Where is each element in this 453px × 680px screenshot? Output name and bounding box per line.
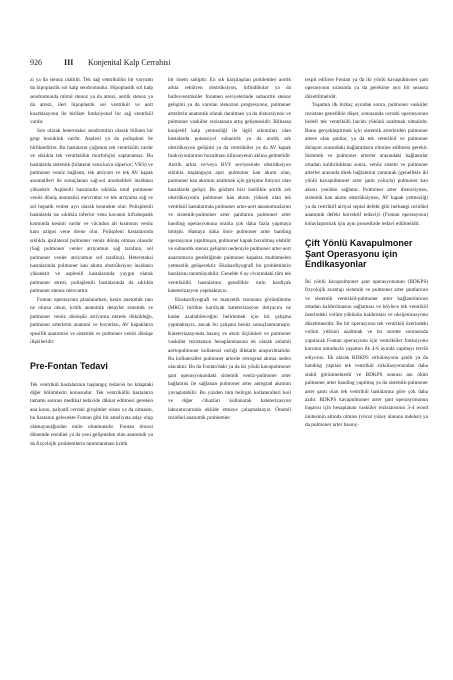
paragraph: tespit edilirse Fontan ya da iki yönlü kavapulmoner şant operasyonu sırasında ya da gerekirse ayrı bir seansta düzeltilmelidir. bbox=[305, 77, 428, 100]
paragraph: zi ya da stenoz olabilir. Tek sağ ventrikülün bir varyantı da hipoplastik sol kalp sendromudur. Hipoplastik sol kalp sendromunda mitral stenoz ya da atrezi, aortik stenoz ya da atrezi, ileri hipoplastik sol ventrikül ve aort koarktasyonu ile birlikte fonksiyonel bir sağ ventrikül vardır. bbox=[30, 77, 153, 126]
text-column-left bbox=[30, 76, 153, 448]
page-header bbox=[30, 58, 430, 70]
section-heading-indications: Çift Yönlü Kavapulmoner Şant Operasyonu için Endikasyonlar bbox=[305, 238, 413, 270]
paragraph: Ekokardiyografi ve manyetik rezonans görüntüleme (MRG) birlikte kardiyak kateterizasyon ihtiyacını ne kadar azaltabileceğini belirlemek için bir çalışma yapmaktayız, ancak bu çalışma henüz sonuçlanmamıştır. Kateterizasyonda basınç ve akım ölçümleri ve pulmoner vasküler rezistansın hesaplanmasına ek olarak anlamlı aortopulmoner kollateral varlığı dikkatle araştırılmalıdır. Bu kollateraller pulmoner arterde retrograd akıma neden olacaktır. Bu da Fontan'daki ya da iki yönlü kavapulmoner şant operasyonundaki sistemik venöz-pulmoner arter bağlantısı ile sağlanan pulmoner arter antegrad akımını yavaşlatabilir. Bu yüzden tüm belirgin kollateralleri koil ve diğer cihazları kullanarak kateterizasyon laboratuvarında oklüde etmeye çalışmaktayız. Önemli rezidüel anatomik problemler bbox=[168, 296, 291, 422]
paragraph: Tek ventrikül hastalarının başlangıç tedavisi bu kitaptaki diğer bölümlerin konusudur. Tek ventriküllü hastaların tamamı sonrası medikal tedavide dikkat edilmesi gereken ana konu, palyatif cerrahi girişimler olsun ya da olmasın, bu hastanın gelecekte Fontan gibi bir ameliyata aday olup olamayacağından emin olunmasıdır. Fontan öncesi dönemde rezidüel ya da yeni gelişmekte olan anatomik ya da fizyolojik problemlerin tanımlanması kritik bbox=[30, 381, 153, 447]
paragraph: Yaşamın ilk birkaç ayından sonra, pulmoner vasküler rezistans genellikle düşer, sonrasında cerrahi operasyonun hedefi tek ventrikülü hacim yükünü azaltmak olmalıdır. Bunu gerçekleştirmek için sistemik arterlerden pulmoner artere olan şantlar, ya da tek ventrikül ve pulmoner dolaşım arasındaki bağlantıların elimine edilmesi gerekir. Sistemik ve pulmoner arterler arasındaki bağlantılar ortadan kaldırıldıktan sonra, venöz sistem ve pulmoner arterler arasında direk bağlantılar yaratarak (genellikle iki yönlü kavapulmoner arter şantı yoluyla) pulmoner kan akımı yeniden sağlanır. Pulmoner arter distorsiyonu, sistemik kan akımı obstrüksiyonu, AV kapak yetmezliği ya da restriktif atriyal septal defekt gibi herhangi rezidüel anatomik defekt korrektif tedaviyi (Fontan operasyonu) kolaylaştırmak için aynı prosedürde tedavi edilmelidir. bbox=[305, 102, 428, 227]
paragraph: Fontan operasyonu planlanırken, kesin anatomik tanı ne olursa olsun, kritik anatomik detaylar sistemik ve pulmoner venöz dönüşün atriyuma nerede dökülduğu, pulmoner arterlerin anatomi ve boyutları, AV kapakların spesifik anatomisi ve sistemik ve pulmoner venöz dönüşe ilişkileridir. bbox=[30, 296, 153, 346]
paragraph: Son olarak heterotaksi sendromları olarak bilinen bir grup bozukluk vardır. Aspleni ya da polispleni ile birliktedirler. Bu hastaların çoğunun tek ventrikülü vardır ve sıklıkla tek ventrikülün morfolojisi saptanamaz. Bu hastalarda sistemik (bilateral vena kava süperior; VKS) ve pulmoner venöz bağlantı, tek atriyum ve tek AV kapak anomalileri ile sonuçlanan sağ-sol anomalileri insidansı yüksektir. Asplenili hastalarda sıklıkla total pulmoner venöz dönüş anomalisi mevcuttur ve tek atriyuma sağ ve sol hepatik venler ayrı olarak konnekte olur. Polisplenili hastalarda ise sıklıkla inferior vena kavanın infrahepatik kısmında kesinti vardır ve vücudun alt kısmının venöz kanı azigos vene drene olur. Polispleni hastalarında sıklıkla ipsilateral pulmoner venöz dönüş olması olasıdır (Sağ pulmoner venler atriyumun sağ tarafına, sol pulmoner venler atriyumun sol tarafına). Heterotaksi hastalarında pulmoner kan akımı obstrüksiyon insidansı yüksektir ve asplenili hastalarında yaygın olarak pulmoner atrezi, polisplenili hastalarında da sıklıkla pulmoner stenoz mevcuttur. bbox=[30, 127, 153, 295]
page-number: 926 bbox=[30, 58, 42, 67]
text-column-middle bbox=[168, 76, 291, 423]
chapter-number: III bbox=[64, 58, 74, 67]
text-column-right bbox=[305, 76, 428, 430]
book-title: Konjenital Kalp Cerrahisi bbox=[88, 58, 171, 67]
section-heading-pre-fontan: Pre-Fontan Tedavi bbox=[30, 360, 108, 371]
paragraph: bir önem sahiptir. En sık karşılaşılan problemler aortik arkta rekürren obstrüksiyon, infindibular ya da bulboventriküler foramen seviyelerinde subaortik stenoz gelişimi ya da varolan stenozun progresyonu, pulmoner arterlerin anatomik olarak daralması ya da distorsiyonu ve pulmoner vasküler rezistansta artış gelişmesidir. Bilhassa konjestif kalp yetmezliği ile ilgili sıkıntıları olan hastalarda potansiyel subaortik ya da aortik ark obstrüksiyon gelişimi ya da ventriküler ya da AV kapak fonksiyonlarının bozulması kliniseyenin aklına gelmelidir. Aortik arkta ve/veya BVF seviyesinde obstrüksiyon sıklıkla başlangıçta aşırı pulmoner kan akımı olan, pulmoner kan akımını azaltmak için girişime ihtiyacı olan hastalarda gelişir. Bu gözlem bizi özellikle aortik ark obstrüksiyonlu pulmoner kan akımı yüksek olan tek ventrikül hastalarında pulmoner arter-aort anastomozlarını ve sistemik-pulmoner arter şantlarını pulmoner arter banding operasyonuna oranla çok daha fazla yapmaya itmiştir. Hastaya daha önce pulmoner arter banding operasyonu yapılmışsa, pulmoner kapak bozulmuş olabilir ve subaortik stenoz gelişimi nedeniyle pulmoner arter-aort anastomozu gerektiğinde pulmoner kapakta muhtemelen yetmezlik gelişecektir. Ekokardiyografi bu problemlerin bazılarını tanımlayabilir. Genelde 6 ay civarındaki tüm tek ventriküllü hastalarına genellikle rutin kardiyak kateterizasyon yapmaktayız. bbox=[168, 77, 291, 295]
paragraph: İki yönlü kavapulmoner şant operasyonunun (BDKPS) fizyolojik avantajı sistemik ve pulmoner arter şantlarının ve sistemik ventrikül-pulmoner arter bağlantılarının ortadan kaldırılmasını sağlaması ve böylece tek ventrikül üzerindeki volüm yükünün kaldırması ve oksijenizasyonu düzeltmesidir. Bu bir operasyonu tek ventrikül üzerindeki volüm yükünü azaltmak ve bu surette sonrasında yapılacak Fontan operasyonu için ventriküler fonksiyonu koruma umuduyla yaşamın ilk 4-6 ayında yapmayı tercih ediyoruz. Ek olarak BDKPS sirkülasyonu şantlı ya da banding yapılan tek ventrikül sirkülasyonundan daha stabil görünmektedir ve BDKPS sonrası anı ölüm pulmoner arter banding yapılmış ya da sistemik-pulmoner arter şantı olan tek ventrikül hastalarına göre çok daha azdır. BDKPS kavapulmoner arter şant operasyonunun başarısı için hesaplanan vasküler rezistansının 3-4 wood ünitesinin altında olması (vücut yüzey alanına indeksi) ya da pulmoner arter basınç- bbox=[305, 278, 428, 429]
